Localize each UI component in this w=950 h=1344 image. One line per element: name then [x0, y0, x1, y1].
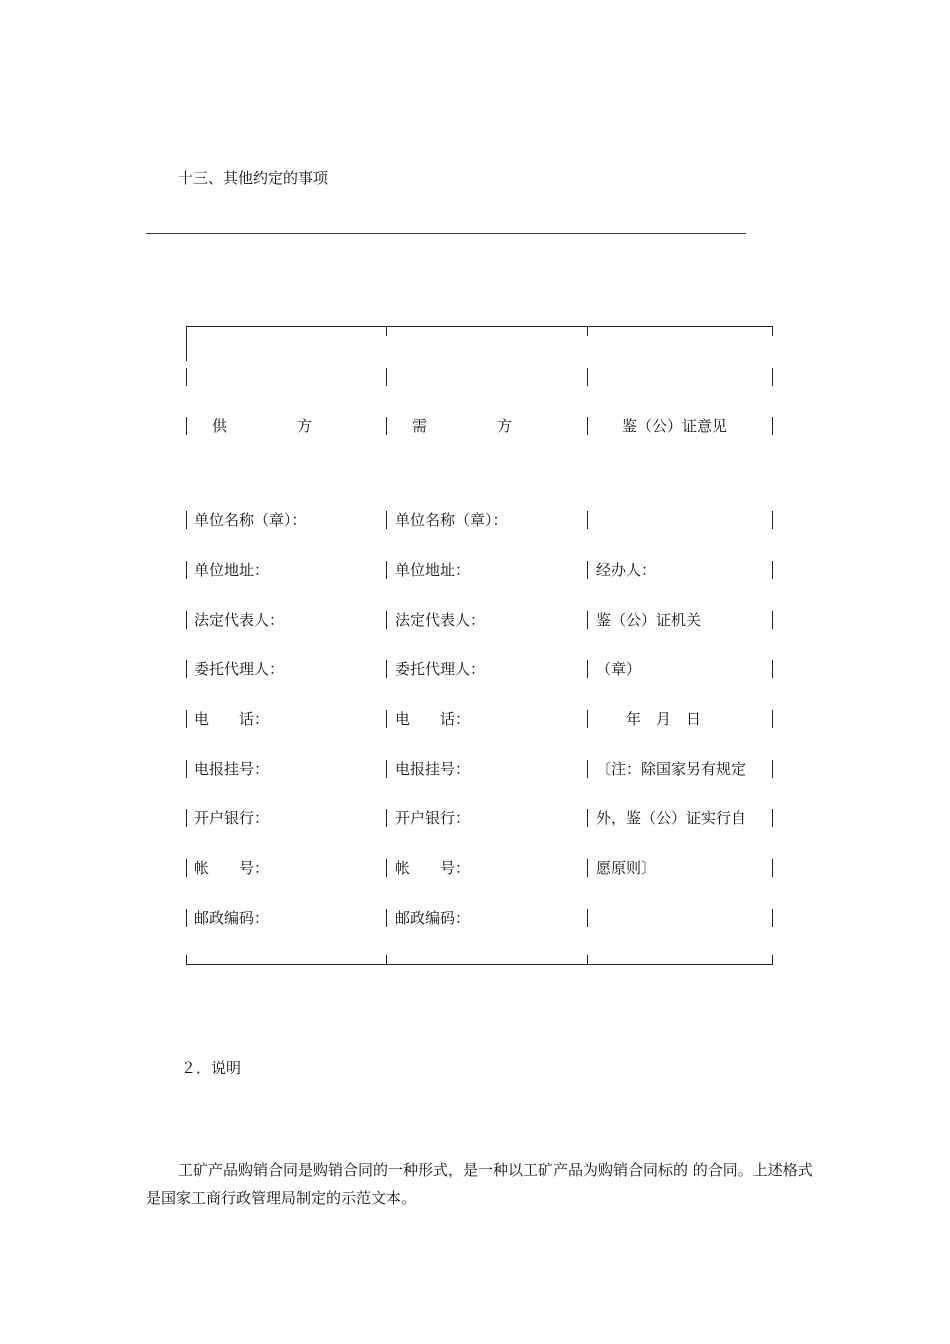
notary-date-field: 年 月 日: [596, 710, 702, 728]
buyer-agent-field: 委托代理人：: [395, 660, 486, 678]
table-border-segment: [587, 417, 588, 435]
table-border-segment: [587, 611, 588, 629]
supplier-legal-rep-field: 法定代表人：: [194, 611, 285, 629]
supplier-account-field: 帐 号：: [194, 859, 270, 877]
table-border-segment: [772, 561, 773, 579]
table-border-segment: [772, 909, 773, 927]
table-corner-tr: [772, 326, 773, 336]
supplier-unit-name-field: 单位名称（章）：: [194, 511, 307, 529]
table-border-segment: [772, 710, 773, 728]
supplier-address-field: 单位地址：: [194, 561, 270, 579]
table-border-segment: [386, 660, 387, 678]
supplier-postcode-field: 邮政编码：: [194, 909, 270, 927]
table-border-segment: [186, 809, 187, 827]
table-border-segment: [587, 511, 588, 529]
header-supplier: [212, 416, 312, 436]
table-border-segment: [772, 660, 773, 678]
table-border-segment: [587, 561, 588, 579]
supplier-phone-field: 电 话：: [194, 710, 270, 728]
table-border-segment: [587, 368, 588, 386]
table-tick: [587, 326, 588, 336]
table-corner-br: [772, 955, 773, 965]
table-border-segment: [186, 660, 187, 678]
header-supplier-char-2: 方: [296, 417, 312, 435]
notary-authority-field: 鉴（公）证机关: [596, 611, 702, 629]
table-border-segment: [386, 561, 387, 579]
header-supplier-char-1: 供: [212, 417, 228, 435]
explanation-text: 工矿产品购销合同是购销合同的一种形式，是一种以工矿产品为购销合同标的 的合同。上述格式是国家工商行政管理局制定的示范文本。: [146, 1161, 813, 1207]
table-border-segment: [386, 611, 387, 629]
buyer-unit-name-field: 单位名称（章）：: [395, 511, 508, 529]
table-border-segment: [386, 859, 387, 877]
table-border-segment: [772, 511, 773, 529]
table-top-border: [186, 326, 772, 327]
table-border-segment: [386, 511, 387, 529]
table-border-segment: [587, 660, 588, 678]
table-border-segment: [186, 561, 187, 579]
notary-seal-field: （章）: [596, 660, 642, 678]
header-notary: 鉴（公）证意见: [622, 417, 728, 435]
table-border-segment: [186, 511, 187, 529]
table-border-segment: [772, 368, 773, 386]
buyer-account-field: 帐 号：: [395, 859, 471, 877]
header-buyer-char-2: 方: [496, 417, 512, 435]
table-tick: [587, 955, 588, 965]
table-tick: [386, 326, 387, 336]
table-border-segment: [587, 859, 588, 877]
notary-note-line-1: 〔注：除国家另有规定: [596, 760, 747, 778]
buyer-telegraph-field: 电报挂号：: [395, 760, 471, 778]
table-border-segment: [186, 368, 187, 386]
table-border-segment: [772, 611, 773, 629]
notary-handler-field: 经办人：: [596, 561, 657, 579]
table-border-segment: [386, 710, 387, 728]
supplier-agent-field: 委托代理人：: [194, 660, 285, 678]
table-border-segment: [386, 809, 387, 827]
supplier-bank-field: 开户银行：: [194, 809, 270, 827]
table-border-segment: [386, 760, 387, 778]
table-border-segment: [587, 710, 588, 728]
table-corner-tl: [186, 326, 187, 361]
table-border-segment: [587, 760, 588, 778]
table-tick: [386, 955, 387, 965]
header-buyer: [412, 416, 512, 436]
header-buyer-char-1: 需: [412, 417, 428, 435]
explanation-paragraph: [146, 1156, 826, 1212]
fill-in-line: [146, 233, 746, 234]
buyer-legal-rep-field: 法定代表人：: [395, 611, 486, 629]
table-border-segment: [772, 859, 773, 877]
table-border-segment: [186, 417, 187, 435]
table-border-segment: [186, 909, 187, 927]
table-border-segment: [386, 368, 387, 386]
table-border-segment: [772, 809, 773, 827]
table-border-segment: [587, 909, 588, 927]
table-border-segment: [186, 611, 187, 629]
supplier-telegraph-field: 电报挂号：: [194, 760, 270, 778]
section-title: 十三、其他约定的事项: [178, 169, 329, 187]
section-heading-explanation: ２．说明: [181, 1059, 242, 1077]
table-border-segment: [587, 809, 588, 827]
table-border-segment: [186, 710, 187, 728]
table-border-segment: [386, 417, 387, 435]
buyer-bank-field: 开户银行：: [395, 809, 471, 827]
table-border-segment: [386, 909, 387, 927]
table-border-segment: [186, 859, 187, 877]
notary-note-line-3: 愿原则〕: [596, 859, 657, 877]
table-border-segment: [772, 760, 773, 778]
table-corner-bl: [186, 955, 187, 965]
table-border-segment: [186, 760, 187, 778]
buyer-phone-field: 电 话：: [395, 710, 471, 728]
notary-note-line-2: 外，鉴（公）证实行自: [596, 809, 747, 827]
buyer-postcode-field: 邮政编码：: [395, 909, 471, 927]
table-bottom-border: [186, 964, 772, 965]
table-border-segment: [772, 417, 773, 435]
buyer-address-field: 单位地址：: [395, 561, 471, 579]
